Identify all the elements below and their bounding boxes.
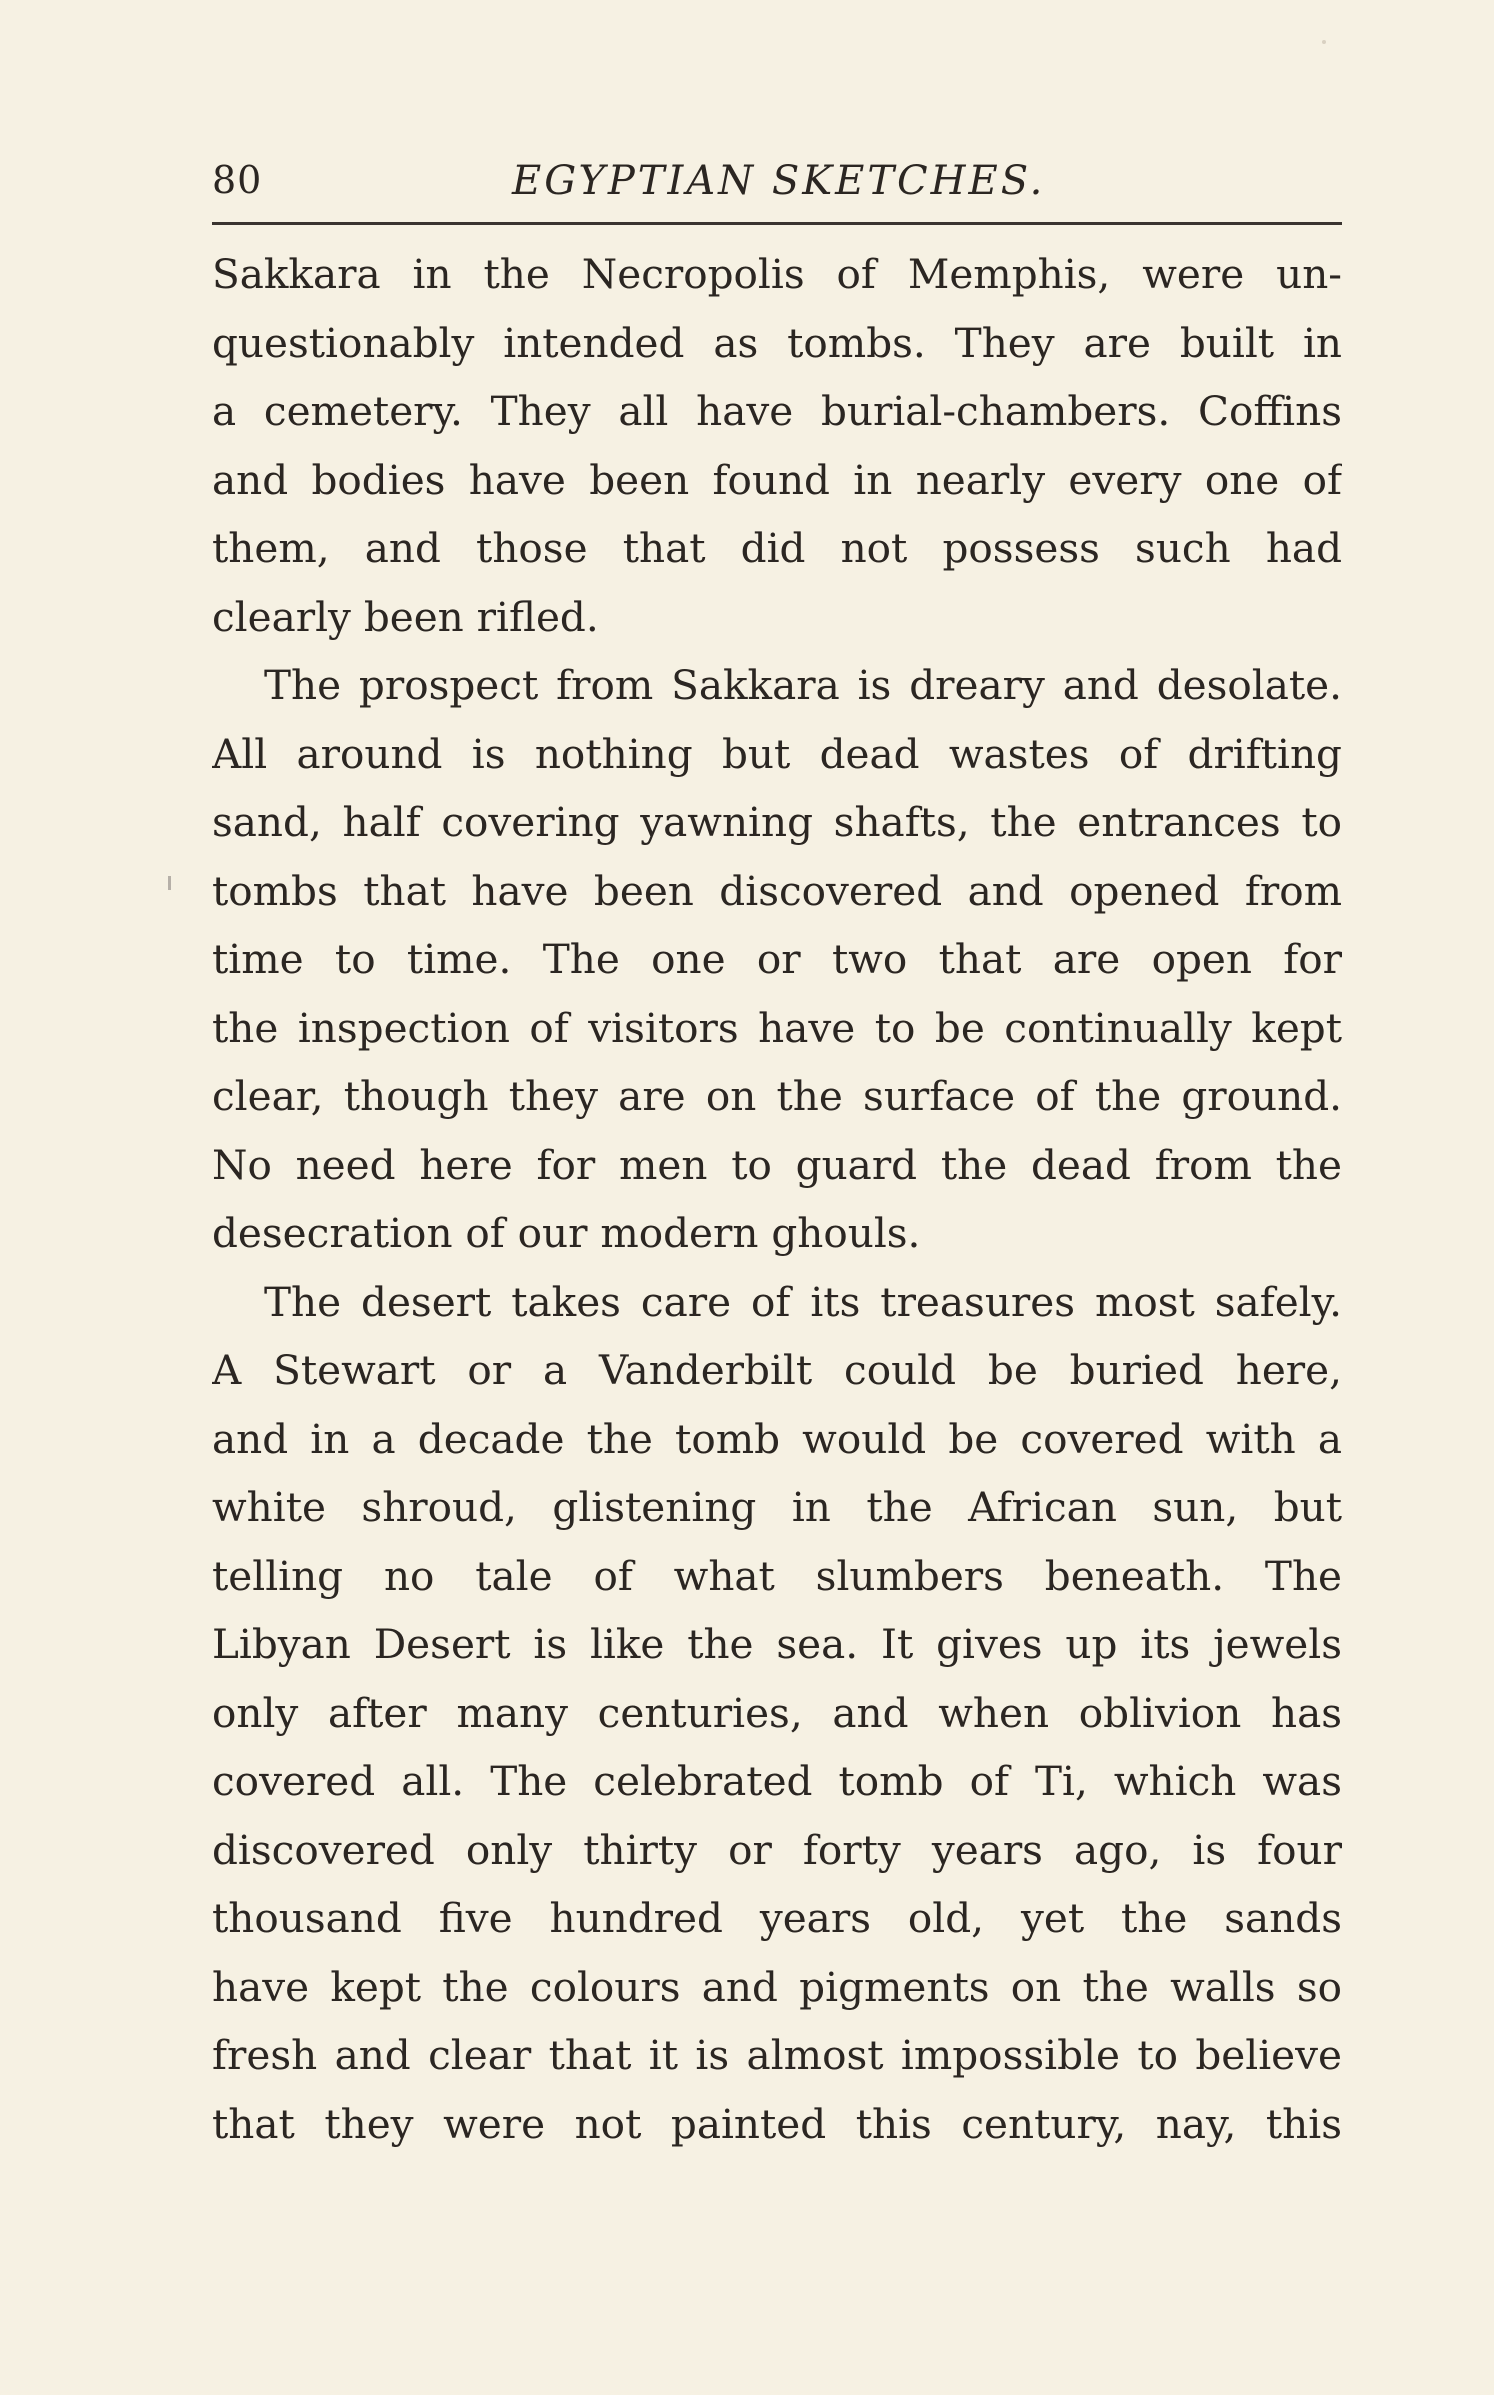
text-line: clearly been rifled. [212,592,599,641]
text-line: white shroud, glistening in the African sun, but [212,1483,1342,1531]
page-number: 80 [212,158,263,202]
text-line: desecration of our modern ghouls. [212,1209,921,1257]
text-line: The desert takes care of its treasures most safely. [264,1277,1342,1326]
text-line: Libyan Desert is like the sea. It gives up its jewels [212,1620,1342,1668]
paragraph-1 [212,240,1342,651]
text-line: A Stewart or a Vanderbilt could be buried here, [212,1346,1342,1394]
paragraph-2 [212,651,1342,1268]
page-header [212,150,1342,210]
text-line: fresh and clear that it is almost impossible to believe [212,2031,1342,2079]
header-rule [212,222,1342,225]
text-line: sand, half covering yawning shafts, the entrances to [212,798,1342,846]
running-title: EGYPTIAN SKETCHES. [512,158,1046,204]
text-line: have kept the colours and pigments on the walls so [212,1962,1342,2011]
text-line: only after many centuries, and when oblivion has [212,1688,1342,1737]
text-line: and in a decade the tomb would be covered with a [212,1414,1342,1463]
text-line: that they were not painted this century, nay, this [212,2099,1342,2148]
text-line: clear, though they are on the surface of the ground. [212,1072,1342,1120]
text-line: Sakkara in the Necropolis of Memphis, were un- [212,250,1342,298]
body-text [212,240,1342,2158]
text-line: covered all. The celebrated tomb of Ti, which was [212,1757,1342,1805]
text-line: The prospect from Sakkara is dreary and desolate. [264,661,1342,709]
text-line: tombs that have been discovered and opened from [212,866,1342,915]
paragraph-3 [212,1268,1342,2159]
text-line: All around is nothing but dead wastes of drifting [212,729,1342,778]
text-line: the inspection of visitors have to be continually kept [212,1003,1342,1052]
text-line: questionably intended as tombs. They are built in [212,318,1342,367]
margin-mark [168,876,171,890]
text-line: discovered only thirty or forty years ago, is four [212,1825,1342,1874]
text-line: time to time. The one or two that are open for [212,935,1342,983]
text-line: and bodies have been found in nearly every one of [212,455,1342,504]
text-line: No need here for men to guard the dead from the [212,1140,1342,1189]
text-line: a cemetery. They all have burial-chambers. Coffins [212,387,1342,435]
text-line: them, and those that did not possess such had [212,524,1342,572]
text-line: thousand five hundred years old, yet the sands [212,1894,1342,1942]
text-line: telling no tale of what slumbers beneath. The [212,1551,1342,1600]
paper-speck [1322,40,1326,44]
